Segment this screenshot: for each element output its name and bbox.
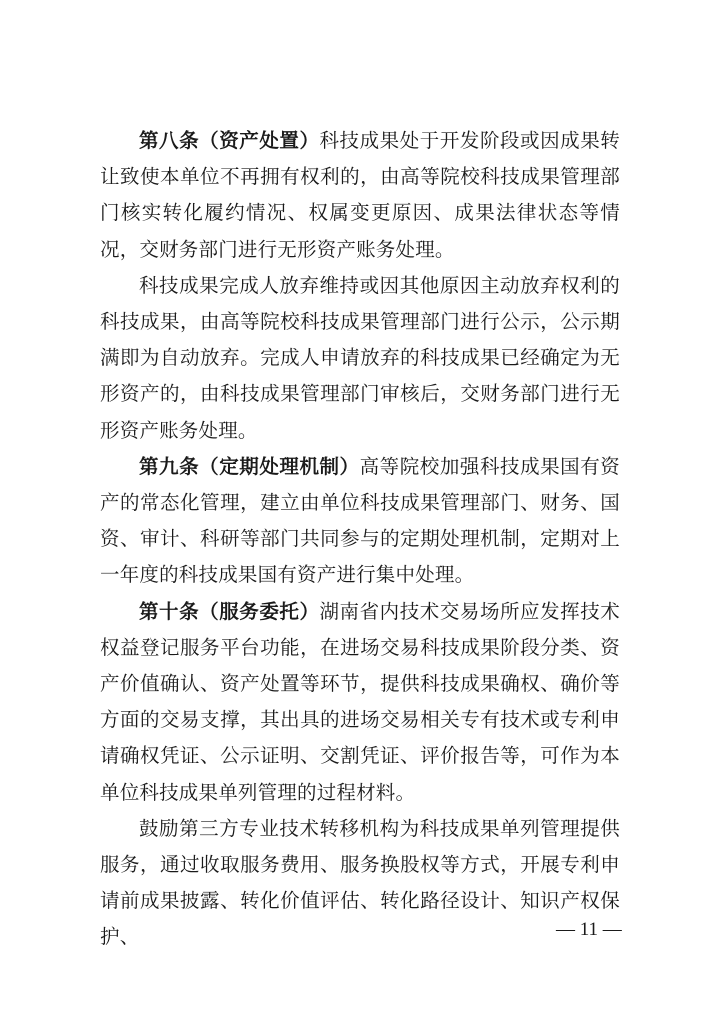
article-10-continued-text: 鼓励第三方专业技术转移机构为科技成果单列管理提供服务，通过收取服务费用、服务换股权等方式，开展专利申请前成果披露、转化价值评估、转化路径设计、知识产权保护、 xyxy=(100,816,620,949)
document-body xyxy=(100,123,620,956)
paragraph-article-8 xyxy=(100,123,620,268)
paragraph-article-10-continued xyxy=(100,811,620,956)
article-9-text: 高等院校加强科技成果国有资产的常态化管理，建立由单位科技成果管理部门、财务、国资、审计、科研等部门共同参与的定期处理机制，定期对上一年度的科技成果国有资产进行集中处理。 xyxy=(100,454,620,587)
article-10-heading: 第十条（服务委托） xyxy=(139,599,320,623)
article-8-heading: 第八条（资产处置） xyxy=(139,129,320,152)
article-8-continued-text: 科技成果完成人放弃维持或因其他原因主动放弃权利的科技成果，由高等院校科技成果管理部门进行公示，公示期满即为自动放弃。完成人申请放弃的科技成果已经确定为无形资产的，由科技成果管理部门审核后，交财务部门进行无形资产账务处理。 xyxy=(100,273,620,442)
paragraph-article-9 xyxy=(100,449,620,594)
article-8-text: 科技成果处于开发阶段或因成果转让致使本单位不再拥有权利的，由高等院校科技成果管理部门核实转化履约情况、权属变更原因、成果法律状态等情况，交财务部门进行无形资产账务处理。 xyxy=(100,129,620,261)
article-10-text: 湖南省内技术交易场所应发挥技术权益登记服务平台功能，在进场交易科技成果阶段分类、资产价值确认、资产处置等环节，提供科技成果确权、确价等方面的交易支撑，其出具的进场交易相关专有技术或专利申请确权凭证、公示证明、交割凭证、评价报告等，可作为本单位科技成果单列管理的过程材料。 xyxy=(100,599,620,804)
page-number: — 11 — xyxy=(556,919,622,940)
paragraph-article-8-continued xyxy=(100,268,620,449)
paragraph-article-10 xyxy=(100,594,620,811)
article-9-heading: 第九条（定期处理机制） xyxy=(139,454,360,478)
